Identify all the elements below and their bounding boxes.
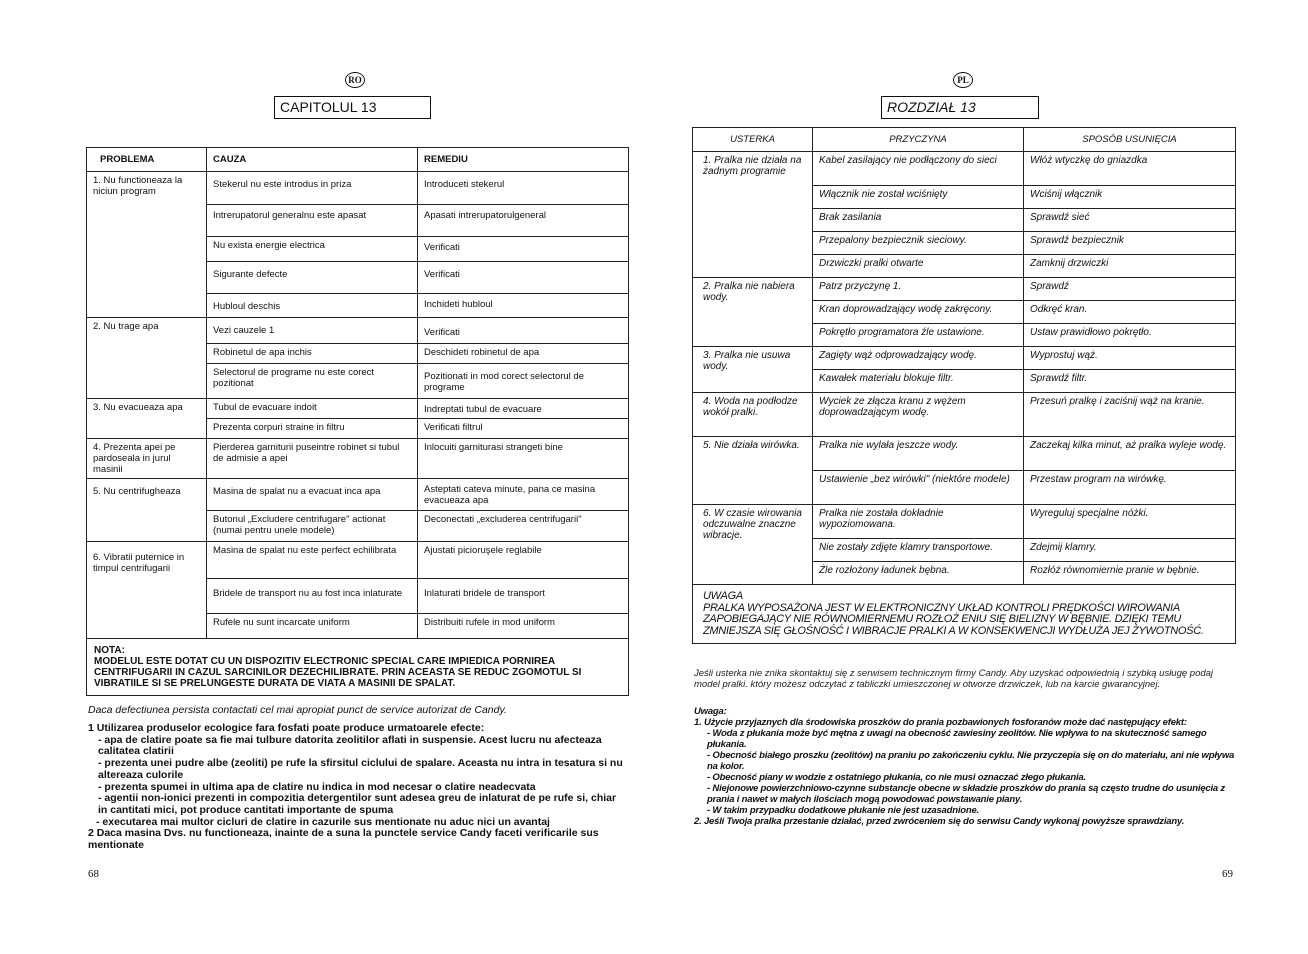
table-row (87, 479, 629, 511)
cause-cell: Stekerul nu este introdus in priza (207, 172, 418, 205)
remark-subitem: - Obecność białego proszku (zeolitów) na praniu po zakończeniu cyklu. Nie przyczepia się on do materiału, ani nie wpływa na kolor. (707, 750, 1235, 772)
problem-cell: 4. Prezenta apei pe pardoseala in jurul masinii (87, 439, 207, 479)
remedy-cell: Zaczekaj kilka minut, aż pralka wyleje wodę. (1024, 437, 1236, 471)
cause-cell: Masina de spalat nu a evacuat inca apa (207, 479, 418, 511)
remedy-cell: Zdejmij klamry. (1024, 539, 1236, 562)
column-header-remedy: REMEDIU (418, 148, 629, 172)
cause-cell: Vezi cauzele 1 (207, 318, 418, 344)
cause-cell: Pralka nie została dokładnie wypoziomowana. (813, 505, 1024, 539)
problem-cell: 4. Woda na podłodze wokół pralki. (693, 393, 813, 437)
cause-cell: Intrerupatorul generalnu este apasat (207, 205, 418, 237)
cause-cell: Nie zostały zdjęte klamry transportowe. (813, 539, 1024, 562)
remedy-cell: Sprawdź filtr. (1024, 370, 1236, 393)
remedy-cell: Deconectati „excluderea centrifugarii" (418, 511, 629, 542)
cause-cell: Butonul „Excludere centrifugare" actionat (numai pentru unele modele) (207, 511, 418, 542)
remedy-cell: Pozitionati in mod corect selectorul de programe (418, 364, 629, 399)
problem-cell: 3. Nu evacueaza apa (87, 399, 207, 439)
note-title: UWAGA (703, 590, 743, 602)
table-row (693, 393, 1236, 437)
note-cell (87, 639, 629, 696)
remedy-cell: Przestaw program na wirówkę. (1024, 471, 1236, 505)
remedy-cell: Asteptati cateva minute, pana ce masina evacueaza apa (418, 479, 629, 511)
problem-cell: 2. Pralka nie nabiera wody. (693, 278, 813, 347)
note-cell (693, 585, 1236, 644)
table-row (87, 399, 629, 419)
cause-cell: Hubloul deschis (207, 294, 418, 318)
remark-item: 1 Utilizarea produselor ecologice fara fosfati poate produce urmatoarele efecte: (88, 722, 485, 734)
remarks-list-ro (88, 723, 628, 852)
remedy-cell: Verificati (418, 237, 629, 262)
table-row (87, 542, 629, 579)
remedy-cell: Zamknij drzwiczki (1024, 255, 1236, 278)
service-contact-text: Jeśli usterka nie znika skontaktuj się z serwisem technicznym firmy Candy. Aby uzyskać odpowiednią i szybką usługę podaj model pralki. który możesz odczytać z tabliczki umieszczonej w otworze drzwiczek, lub na karcie gwarancyjnej. (694, 668, 1214, 690)
remedy-cell: Rozłóż równomiernie pranie w bębnie. (1024, 562, 1236, 585)
cause-cell: Prezenta corpuri straine in filtru (207, 419, 418, 439)
remedy-cell: Włóż wtyczkę do gniazdka (1024, 152, 1236, 186)
problem-cell: 3. Pralka nie usuwa wody. (693, 347, 813, 393)
column-header-remedy: SPOSÓB USUNIĘCIA (1024, 128, 1236, 152)
remark-subitem: - apa de clatire poate sa fie mai tulbure datorita zeolitilor aflati in suspensie. Acest lucru nu afecteaza calitatea clatirii (98, 733, 602, 758)
service-contact-text: Daca defectiunea persista contactati cel mai apropiat punct de service autorizat de Candy. (88, 704, 507, 716)
cause-cell: Robinetul de apa inchis (207, 344, 418, 364)
remedy-cell: Ustaw prawidłowo pokrętło. (1024, 324, 1236, 347)
remark-item: 2 Daca masina Dvs. nu functioneaza, inainte de a suna la punctele service Candy faceti verificarile sus mentionate (88, 827, 599, 852)
cause-cell: Rufele nu sunt incarcate uniform (207, 614, 418, 639)
remark-item: 1. Użycie przyjaznych dla środowiska proszków do prania pozbawionych fosforanów może dać następujący efekt: (694, 717, 1187, 728)
cause-cell: Brak zasilania (813, 209, 1024, 232)
remedy-cell: Verificati filtrul (418, 419, 629, 439)
remedy-cell: Wyreguluj specjalne nóżki. (1024, 505, 1236, 539)
remark-subitem: - prezenta spumei in ultima apa de clatire nu indica in mod necesar o clatire neadecvata (98, 780, 536, 793)
cause-cell: Kabel zasilający nie podłączony do sieci (813, 152, 1024, 186)
remedy-cell: Sprawdź sieć (1024, 209, 1236, 232)
cause-cell: Wyciek ze złącza kranu z wężem doprowadzającym wodę. (813, 393, 1024, 437)
cause-cell: Przepalony bezpiecznik sieciowy. (813, 232, 1024, 255)
remark-subitem: - Obecność piany w wodzie z ostatniego płukania, co nie musi oznaczać złego płukania. (707, 772, 1086, 783)
troubleshooting-table-pl (692, 127, 1236, 644)
table-row (693, 505, 1236, 539)
cause-cell: Patrz przyczynę 1. (813, 278, 1024, 301)
remedy-cell: Wyprostuj wąż. (1024, 347, 1236, 370)
remark-subitem: - prezenta unei pudre albe (zeoliti) pe rufe la sfirsitul ciclului de spalare. Aceasta nu intra in tesatura si nu altereaza culorile (98, 757, 623, 781)
cause-cell: Bridele de transport nu au fost inca inlaturate (207, 579, 418, 614)
remark-subitem: - Niejonowe powierzchniowo-czynne substancje obecne w składzie proszków do prania są często trudne do usunięcia z prania i nawet w małych ilościach mogą powodować powstawanie piany. (707, 783, 1225, 805)
problem-cell: 5. Nie działa wirówka. (693, 437, 813, 505)
problem-cell: 5. Nu centrifugheaza (87, 479, 207, 542)
chapter-title-ro: CAPITOLUL 13 (274, 96, 431, 119)
table-row (87, 318, 629, 344)
remedy-cell: Sprawdź bezpiecznik (1024, 232, 1236, 255)
column-header-cause: CAUZA (207, 148, 418, 172)
remedy-cell: Inchideti hubloul (418, 294, 629, 318)
remark-item: 2. Jeśli Twoja pralka przestanie działać, przed zwróceniem się do serwisu Candy wykonaj powyższe sprawdziany. (694, 816, 1185, 827)
cause-cell: Włącznik nie został wciśnięty (813, 186, 1024, 209)
cause-cell: Nu exista energie electrica (207, 237, 418, 262)
problem-cell: 1. Nu functioneaza la niciun program (87, 172, 207, 318)
language-badge-pl: PL (953, 72, 973, 88)
cause-cell: Pokrętło programatora źle ustawione. (813, 324, 1024, 347)
troubleshooting-table-ro (86, 147, 629, 696)
remedy-cell: Deschideti robinetul de apa (418, 344, 629, 364)
table-row (693, 152, 1236, 186)
note-text: MODELUL ESTE DOTAT CU UN DISPOZITIV ELECTRONIC SPECIAL CARE IMPIEDICA PORNIREA CENTRIFUGARII IN CAZUL SARCINILOR DEZECHILIBRATE. PRIN ACEASTA SE REDUC ZGOMOTUL SI VIBRATIILE SI SE PRELUNGESTE DURATA DE VIATA A MASINII DE SPALAT. (94, 656, 582, 689)
remedy-cell: Przesuń pralkę i zaciśnij wąż na kranie. (1024, 393, 1236, 437)
table-row (693, 437, 1236, 471)
column-header-fault: USTERKA (693, 128, 813, 152)
cause-cell: Ustawienie „bez wirówki" (niektóre modele) (813, 471, 1024, 505)
column-header-problem: PROBLEMA (87, 148, 207, 172)
problem-cell: 2. Nu trage apa (87, 318, 207, 399)
remedy-cell: Inlocuiti garniturasi strangeti bine (418, 439, 629, 479)
remark-subitem: - Woda z płukania może być mętna z uwagi na obecność zawiesiny zeolitów. Nie wpływa to na skuteczność samego płukania. (707, 728, 1207, 750)
cause-cell: Masina de spalat nu este perfect echilibrata (207, 542, 418, 579)
remedy-cell: Apasati intrerupatorulgeneral (418, 205, 629, 237)
table-row (693, 347, 1236, 370)
remarks-list-pl (694, 706, 1239, 827)
language-badge-ro: RO (345, 72, 365, 88)
remedy-cell: Introduceti stekerul (418, 172, 629, 205)
cause-cell: Kawałek materiału blokuje filtr. (813, 370, 1024, 393)
problem-cell: 1. Pralka nie działa na żadnym programie (693, 152, 813, 278)
page-number: 68 (88, 868, 99, 880)
remark-subitem: - W takim przypadku dodatkowe płukanie nie jest uzasadnione. (707, 805, 979, 816)
column-header-cause: PRZYCZYNA (813, 128, 1024, 152)
remedy-cell: Distribuiti rufele in mod uniform (418, 614, 629, 639)
remedy-cell: Inlaturati bridele de transport (418, 579, 629, 614)
note-title: NOTA: (94, 645, 125, 656)
page-number: 69 (1222, 868, 1233, 880)
cause-cell: Źle rozłożony ładunek bębna. (813, 562, 1024, 585)
cause-cell: Pierderea garniturii puseintre robinet si tubul de admisie a apei (207, 439, 418, 479)
cause-cell: Zagięty wąż odprowadzający wodę. (813, 347, 1024, 370)
remedy-cell: Verificati (418, 262, 629, 294)
remedy-cell: Wciśnij włącznik (1024, 186, 1236, 209)
cause-cell: Sigurante defecte (207, 262, 418, 294)
note-row (693, 585, 1236, 644)
remedy-cell: Verificati (418, 318, 629, 344)
note-text: PRALKA WYPOSAŻONA JEST W ELEKTRONICZNY UKŁAD KONTROLI PRĘDKOŚCI WIROWANIA ZAPOBIEGAJĄCY NIE RÓWNOMIERNEMU ROZŁOŻ ENIU SIĘ BIELIZNY W BĘBNIE. DZIĘKI TEMU ZMNIEJSZA SIĘ GŁOŚNOŚĆ I WIBRACJE PRALKI A W KONSEKWENCJI WYDŁUŻA JEJ ŻYWOTNOŚĆ. (703, 601, 1204, 637)
table-row (693, 278, 1236, 301)
cause-cell: Pralka nie wylała jeszcze wody. (813, 437, 1024, 471)
table-row (87, 439, 629, 479)
remark-subitem: - executarea mai multor cicluri de clatire in cazurile sus mentionate nu aduc nici un avantaj (96, 815, 550, 828)
cause-cell: Tubul de evacuare indoit (207, 399, 418, 419)
cause-cell: Selectorul de programe nu este corect pozitionat (207, 364, 418, 399)
note-row (87, 639, 629, 696)
remarks-title: Uwaga: (694, 706, 727, 717)
remedy-cell: Ajustati picioruşele reglabile (418, 542, 629, 579)
remedy-cell: Odkręć kran. (1024, 301, 1236, 324)
remark-subitem: - agentii non-ionici prezenti in compozitia detergentilor sunt adesea greu de inlaturat de pe rufe si, chiar in cantitati mici, pot produce cantitati importante de spuma (98, 792, 617, 816)
remedy-cell: Indreptati tubul de evacuare (418, 399, 629, 419)
cause-cell: Drzwiczki pralki otwarte (813, 255, 1024, 278)
table-row (87, 172, 629, 205)
chapter-title-pl: ROZDZIAŁ 13 (881, 96, 1039, 119)
cause-cell: Kran doprowadzający wodę zakręcony. (813, 301, 1024, 324)
problem-cell: 6. W czasie wirowania odczuwalne znaczne wibracje. (693, 505, 813, 585)
remedy-cell: Sprawdź (1024, 278, 1236, 301)
problem-cell: 6. Vibratii puternice in timpul centrifugarii (87, 542, 207, 639)
